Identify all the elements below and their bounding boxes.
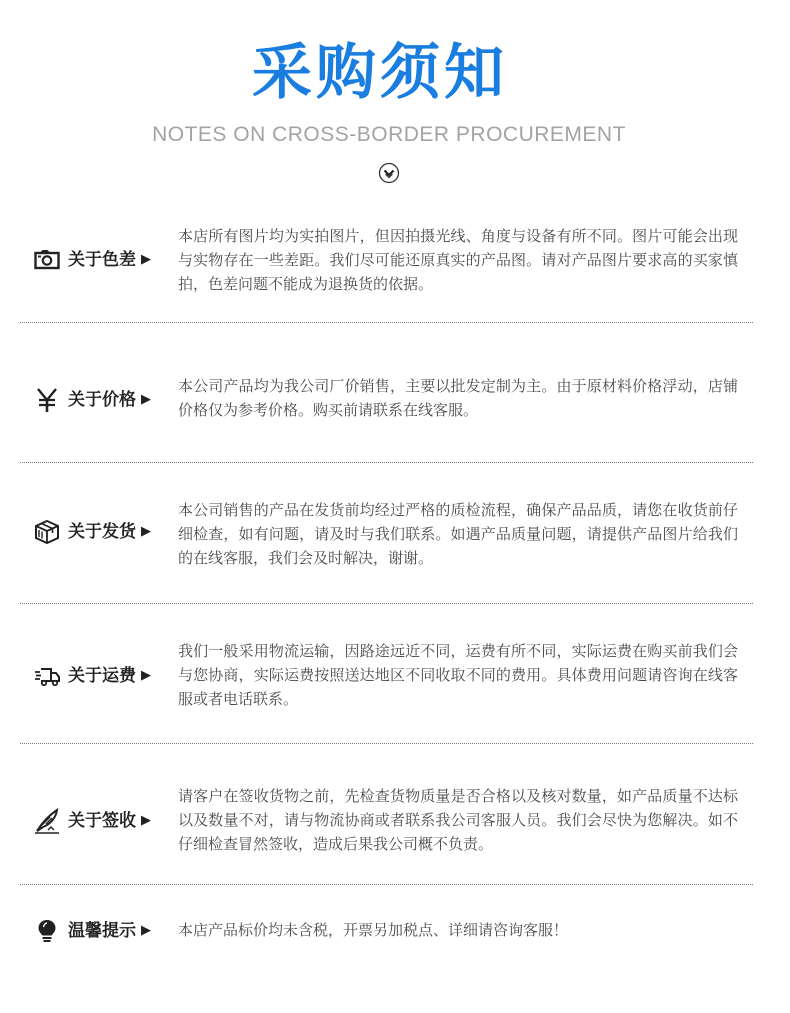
section-divider: [20, 884, 753, 885]
section-heading: [34, 519, 151, 545]
section-text: 本公司销售的产品在发货前均经过严格的质检流程，确保产品品质，请您在收货前仔细检查，如有问题，请及时与我们联系。如遇产品质量问题，请提供产品图片给我们的在线客服，我们会及时解决，谢谢。: [178, 501, 738, 567]
section-reminder: [20, 910, 753, 960]
section-title: 关于运费: [68, 666, 136, 686]
section-text: 本公司产品均为我公司厂价销售，主要以批发定制为主。由于原材料价格浮动，店铺价格仅为参考价格。购买前请联系在线客服。: [178, 377, 738, 419]
section-title: 关于发货: [68, 522, 136, 542]
section-divider: [20, 322, 753, 323]
section-shipping: [20, 502, 753, 602]
chevron-down-circle-icon[interactable]: [378, 162, 400, 184]
section-heading: [34, 808, 151, 834]
section-heading: [34, 247, 151, 273]
section-text: 我们一般采用物流运输，因路途远近不同，运费有所不同，实际运费在购买前我们会与您协商，实际运费按照送达地区不同收取不同的费用。具体费用问题请咨询在线客服或者电话联系。: [178, 642, 738, 708]
lightbulb-icon: [34, 918, 60, 944]
section-price: [20, 362, 753, 462]
quill-pen-icon: [34, 808, 60, 834]
section-arrow: ▶: [141, 923, 151, 938]
section-color-difference: [20, 222, 753, 322]
camera-icon: [34, 247, 60, 273]
package-icon: [34, 519, 60, 545]
section-receipt: [20, 783, 753, 883]
section-heading: [34, 663, 151, 689]
section-title: 关于价格: [68, 390, 136, 410]
section-text: 本店产品标价均未含税，开票另加税点、详细请咨询客服！: [178, 921, 569, 939]
section-title: 关于色差: [68, 250, 136, 270]
section-divider: [20, 743, 753, 744]
section-arrow: ▶: [141, 524, 151, 539]
section-title: 温馨提示: [68, 921, 136, 941]
section-divider: [20, 462, 753, 463]
section-heading: [34, 918, 151, 944]
section-freight: [20, 643, 753, 743]
page-subtitle: NOTES ON CROSS-BORDER PROCUREMENT: [152, 123, 626, 146]
delivery-truck-icon: [34, 663, 60, 689]
section-text: 本店所有图片均为实拍图片，但因拍摄光线、角度与设备有所不同。图片可能会出现与实物存在一些差距。我们尽可能还原真实的产品图。请对产品图片要求高的买家慎拍，色差问题不能成为退换货的依据。: [178, 227, 738, 293]
page-title: 采购须知: [252, 38, 508, 108]
section-arrow: ▶: [141, 668, 151, 683]
section-text: 请客户在签收货物之前，先检查货物质量是否合格以及核对数量，如产品质量不达标以及数量不对，请与物流协商或者联系我公司客服人员。我们会尽快为您解决。如不仔细检查冒然签收，造成后果我公司概不负责。: [178, 787, 738, 853]
section-arrow: ▶: [141, 392, 151, 407]
section-arrow: ▶: [141, 813, 151, 828]
section-title: 关于签收: [68, 811, 136, 831]
section-arrow: ▶: [141, 252, 151, 267]
section-heading: [34, 387, 151, 413]
yen-icon: [34, 387, 60, 413]
section-divider: [20, 603, 753, 604]
